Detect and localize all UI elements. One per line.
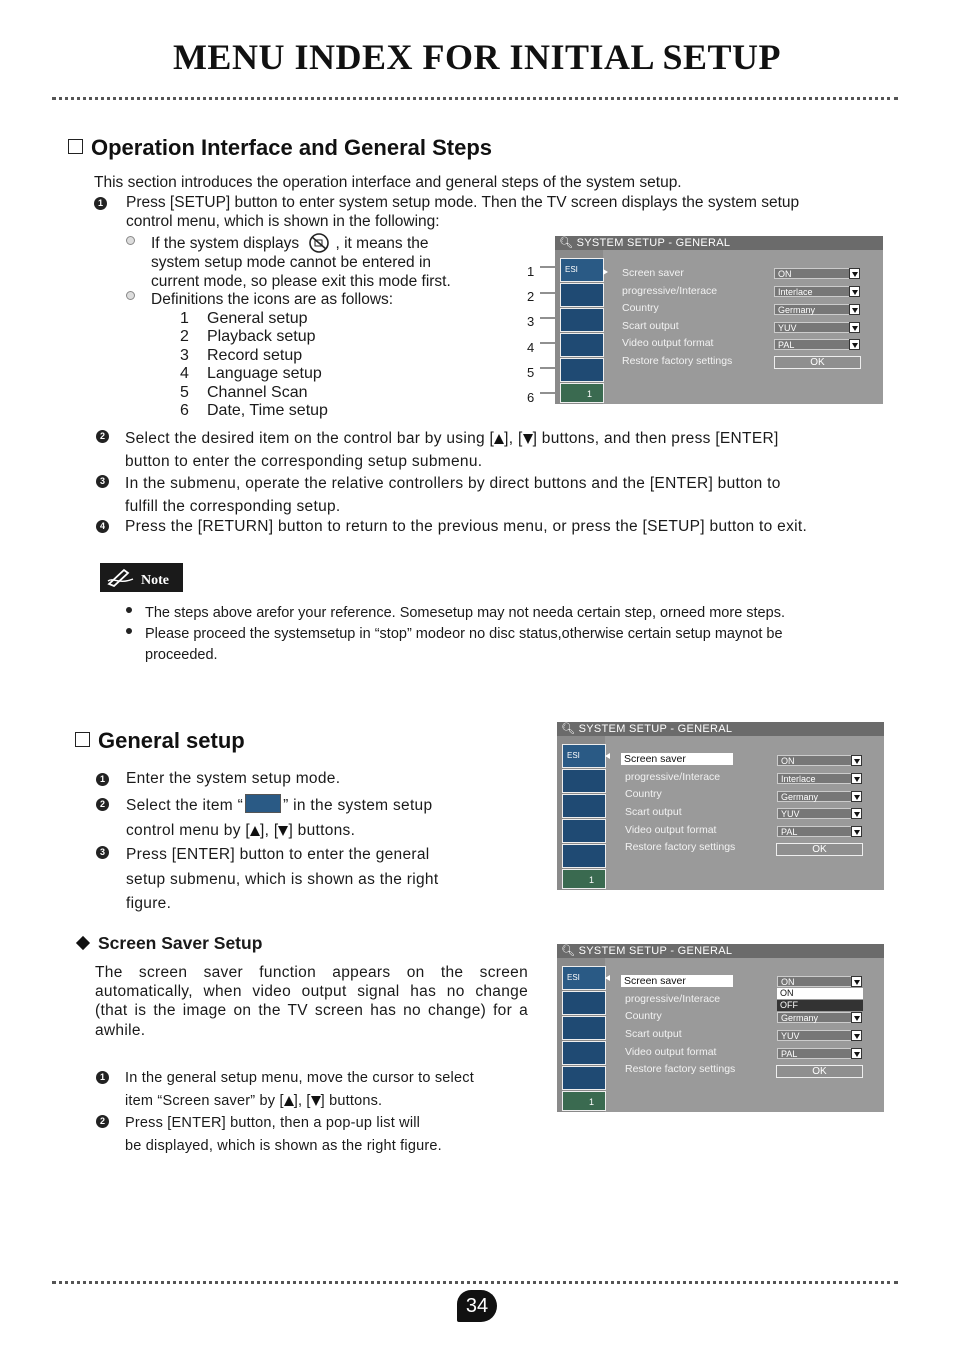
step4-text: Press the [RETURN] button to return to the previous menu, or press the [SETUP] button to exit. <box>125 518 808 535</box>
chevron-down-icon[interactable] <box>851 791 862 802</box>
selection-pointer-icon <box>605 753 610 759</box>
osd-item-screen-saver[interactable]: Screen saver <box>622 267 684 279</box>
playback-setup-icon[interactable] <box>560 283 604 307</box>
osd-general-menu-3 <box>557 944 884 1112</box>
osd-item-screen-saver[interactable]: Screen saver <box>621 975 733 987</box>
up-arrow-icon <box>250 826 260 836</box>
note-line-2: Please proceed the systemsetup in “stop” modeor no disc status,otherwise certain setup maynot be proceeded. <box>145 626 783 663</box>
osd-item-video-output[interactable]: Video output format <box>625 824 717 836</box>
step2-text: Select the desired item on the control bar by using [ ], [ ] buttons, and then press [ENTER] button to enter the corresponding setup submenu. <box>125 430 779 470</box>
down-arrow-icon <box>278 826 288 836</box>
step-number-2-icon: 2 <box>96 430 109 443</box>
value-video-output[interactable]: PAL <box>777 826 852 837</box>
screen-saver-paragraph: The screen saver function appears on the screen automatically, when video output signal has no change (that is the image on the TV screen has no change) for a <box>95 964 528 1019</box>
section-heading-operation: Operation Interface and General Steps <box>68 135 492 161</box>
list-item: 3 Record setup <box>180 346 303 364</box>
sub1-text: If the system displays , it means the system setup mode cannot be entered in current mode, so please exit this mode first. <box>151 235 451 290</box>
osd-item-scart[interactable]: Scart output <box>622 320 679 332</box>
osd-item-progressive[interactable]: progressive/Interace <box>622 285 718 297</box>
step-number-1-icon: 1 <box>96 773 109 786</box>
diamond-bullet-icon <box>76 936 90 950</box>
date-time-setup-icon[interactable]: 1 <box>562 1091 606 1111</box>
step3-text: In the submenu, operate the relative controllers by direct buttons and the [ENTER] button to fulfill the corresponding setup. <box>125 475 781 515</box>
record-setup-icon[interactable] <box>560 308 604 332</box>
osd-item-video-output[interactable]: Video output format <box>625 1046 717 1058</box>
osd-callout-numbers: 1 2 3 4 5 6 <box>527 264 535 406</box>
value-screen-saver[interactable]: ON <box>777 976 852 987</box>
language-setup-icon[interactable] <box>562 819 606 843</box>
general-step3: Press [ENTER] button to enter the general setup submenu, which is shown as the right figure. <box>126 846 439 912</box>
ok-button[interactable]: OK <box>774 356 861 369</box>
list-item: 6 Date, Time setup <box>180 402 328 420</box>
language-setup-icon[interactable] <box>560 333 604 357</box>
section-heading-general: General setup <box>75 728 245 754</box>
ok-button[interactable]: OK <box>776 843 863 856</box>
step-number-3-icon: 3 <box>96 846 109 859</box>
chevron-down-icon[interactable] <box>851 826 862 837</box>
screen-saver-step1: In the general setup menu, move the cursor to select item “Screen saver” by [ ], [ ] buttons. <box>125 1070 474 1109</box>
list-item: 1 General setup <box>180 310 308 327</box>
step-number-2-icon: 2 <box>96 1115 109 1128</box>
value-country[interactable]: Germany <box>774 304 850 315</box>
step-number-1-icon: 1 <box>96 1071 109 1084</box>
prohibited-icon <box>307 233 331 253</box>
chevron-down-icon[interactable] <box>851 1048 862 1059</box>
step-number-2-icon: 2 <box>96 798 109 811</box>
down-arrow-icon <box>311 1096 321 1106</box>
osd-item-progressive[interactable]: progressive/Interace <box>625 771 721 783</box>
note-bullet-icon <box>126 607 132 613</box>
osd-item-country[interactable]: Country <box>622 302 659 314</box>
record-setup-icon[interactable] <box>562 794 606 818</box>
selection-pointer-icon <box>603 269 608 275</box>
osd-item-country[interactable]: Country <box>625 1010 662 1022</box>
osd-title-bar: 🔍︎ SYSTEM SETUP - GENERAL <box>555 236 883 250</box>
general-setup-icon[interactable]: ESI <box>562 966 606 990</box>
screen-saver-step2: Press [ENTER] button, then a pop-up list will be displayed, which is shown as the right figure. <box>125 1115 442 1154</box>
osd-item-restore[interactable]: Restore factory settings <box>625 1063 736 1075</box>
chevron-down-icon[interactable] <box>851 1030 862 1041</box>
bottom-divider <box>52 1281 898 1284</box>
list-item: 5 Channel Scan <box>180 383 308 401</box>
osd-item-scart[interactable]: Scart output <box>625 806 682 818</box>
step-number-1-icon: 1 <box>94 197 107 210</box>
checkbox-icon <box>68 139 83 154</box>
date-time-setup-icon[interactable]: 1 <box>562 869 606 889</box>
section-heading-screen-saver: Screen Saver Setup <box>78 933 262 954</box>
value-progressive[interactable]: Interlace <box>777 773 852 784</box>
value-scart[interactable]: YUV <box>777 808 852 819</box>
chevron-down-icon[interactable] <box>851 755 862 766</box>
list-item: 2 Playback setup <box>180 328 316 346</box>
chevron-down-icon[interactable] <box>851 808 862 819</box>
value-country[interactable]: Germany <box>777 1012 852 1023</box>
record-setup-icon[interactable] <box>562 1016 606 1040</box>
chevron-down-icon[interactable] <box>849 339 860 350</box>
up-arrow-icon <box>284 1096 294 1106</box>
channel-scan-icon[interactable] <box>560 358 604 382</box>
chevron-down-icon[interactable] <box>849 286 860 297</box>
value-scart[interactable]: YUV <box>774 322 850 333</box>
popup-option-on[interactable]: ON <box>777 988 863 999</box>
osd-item-restore[interactable]: Restore factory settings <box>622 355 733 367</box>
osd-item-country[interactable]: Country <box>625 788 662 800</box>
top-divider <box>52 97 898 100</box>
down-arrow-icon <box>523 434 533 444</box>
list-item: 4 Language setup <box>180 365 322 383</box>
chevron-down-icon[interactable] <box>851 976 862 987</box>
chevron-down-icon[interactable] <box>849 304 860 315</box>
channel-scan-icon[interactable] <box>562 844 606 868</box>
magnifier-icon: 🔍︎ <box>559 237 574 249</box>
up-arrow-icon <box>494 434 504 444</box>
chevron-down-icon[interactable] <box>849 322 860 333</box>
ok-button[interactable]: OK <box>776 1065 863 1078</box>
playback-setup-icon[interactable] <box>562 769 606 793</box>
value-screen-saver[interactable]: ON <box>774 268 850 279</box>
osd-item-screen-saver[interactable]: Screen saver <box>621 753 733 765</box>
note-badge: Note <box>100 563 183 592</box>
general-setup-icon <box>245 794 281 813</box>
step-number-3-icon: 3 <box>96 475 109 488</box>
step-number-4-icon: 4 <box>96 520 109 533</box>
screen-saver-paragraph-end: awhile. <box>95 1022 146 1039</box>
date-time-setup-icon[interactable]: 1 <box>560 383 604 403</box>
step1-text: Press [SETUP] button to enter system setup mode. Then the TV screen displays the system setup control menu, which is shown in the following: <box>126 194 800 230</box>
sub-bullet-icon <box>126 291 135 300</box>
general-step2: Select the item “ ” in the system setup control menu by [ ], [ ] buttons. <box>126 794 486 843</box>
osd-item-scart[interactable]: Scart output <box>625 1028 682 1040</box>
osd-general-menu-1 <box>555 236 883 404</box>
chevron-down-icon[interactable] <box>851 1012 862 1023</box>
language-setup-icon[interactable] <box>562 1041 606 1065</box>
checkbox-icon <box>75 732 90 747</box>
value-country[interactable]: Germany <box>777 791 852 802</box>
chevron-down-icon[interactable] <box>849 268 860 279</box>
pen-icon <box>106 567 136 587</box>
page-number: 34 <box>457 1290 497 1322</box>
general-setup-icon[interactable]: ESI <box>560 258 604 282</box>
osd-title-bar: 🔍︎ SYSTEM SETUP - GENERAL <box>557 944 884 958</box>
osd-item-progressive[interactable]: progressive/Interace <box>625 993 721 1005</box>
sub-bullet-icon <box>126 236 135 245</box>
note-bullet-icon <box>126 628 132 634</box>
value-screen-saver[interactable]: ON <box>777 755 852 766</box>
value-progressive[interactable]: Interlace <box>774 286 850 297</box>
selection-pointer-icon <box>605 975 610 981</box>
magnifier-icon: 🔍︎ <box>561 945 576 957</box>
popup-option-off[interactable]: OFF <box>777 1000 863 1011</box>
osd-item-restore[interactable]: Restore factory settings <box>625 841 736 853</box>
icon-definitions-list <box>180 310 328 420</box>
osd-general-menu-2 <box>557 722 884 890</box>
playback-setup-icon[interactable] <box>562 991 606 1015</box>
value-scart[interactable]: YUV <box>777 1030 852 1041</box>
value-video-output[interactable]: PAL <box>777 1048 852 1059</box>
page-title: MENU INDEX FOR INITIAL SETUP <box>172 37 782 77</box>
magnifier-icon: 🔍︎ <box>561 723 576 735</box>
channel-scan-icon[interactable] <box>562 1066 606 1090</box>
chevron-down-icon[interactable] <box>851 773 862 784</box>
intro-text: This section introduces the operation interface and general steps of the system setup. <box>94 174 682 191</box>
osd-item-video-output[interactable]: Video output format <box>622 337 714 349</box>
general-step1: Enter the system setup mode. <box>126 770 341 787</box>
osd-title-bar: 🔍︎ SYSTEM SETUP - GENERAL <box>557 722 884 736</box>
note-line-1: The steps above arefor your reference. Somesetup may not needa certain step, orneed more steps. <box>145 605 785 621</box>
general-setup-icon[interactable]: ESI <box>562 744 606 768</box>
value-video-output[interactable]: PAL <box>774 339 850 350</box>
sub2-text: Definitions the icons are as follows: <box>151 291 394 308</box>
